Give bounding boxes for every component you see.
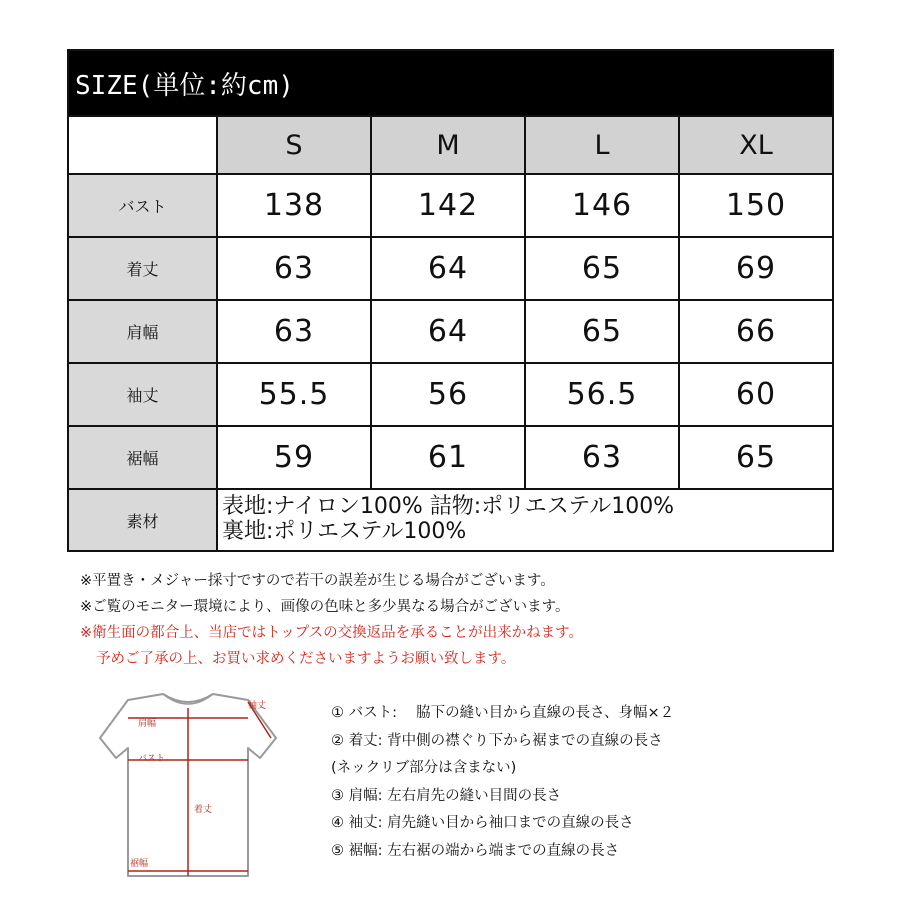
value-cell: 146 [525,174,679,237]
desc-length: ② 着丈: 背中側の襟ぐり下から裾までの直線の長さ [331,732,663,749]
value-cell: 138 [217,174,371,237]
value-cell: 64 [371,300,525,363]
row-label-sleeve: 袖丈 [68,363,217,426]
value-cell: 56.5 [525,363,679,426]
measurement-descriptions [331,700,674,865]
desc-sleeve: ④ 袖丈: 肩先縫い目から袖口までの直線の長さ [331,815,634,831]
value-cell: 142 [371,174,525,237]
table-row [68,426,833,489]
row-label-bust: バスト [68,174,217,237]
size-header-l: L [525,116,679,174]
row-label-material: 素材 [68,489,217,551]
row-label-hem: 裾幅 [68,426,217,489]
value-cell: 69 [679,237,833,300]
value-cell: 65 [679,426,833,489]
notes [80,568,583,672]
material-line-outer: 表地:ナイロン100% 詰物:ポリエステル100% [222,494,675,519]
note-color: ※ご覧のモニター環境により、画像の色味と多少異なる場合がございます。 [80,599,570,615]
diagram-label-length: 着丈 [194,805,213,815]
note-measurement: ※平置き・メジャー採寸ですので若干の誤差が生じる場合がございます。 [80,573,555,589]
value-cell: 64 [371,237,525,300]
diagram-label-sleeve: 袖丈 [248,701,267,711]
note-acknowledge: 予めご了承の上、お買い求めくださいますようお願い致します。 [96,651,516,667]
size-header-xl: XL [679,116,833,174]
tshirt-illustration [88,688,288,888]
value-cell: 65 [525,237,679,300]
diagram-label-bust: バスト [138,754,166,764]
value-cell: 150 [679,174,833,237]
value-cell: 66 [679,300,833,363]
value-cell: 60 [679,363,833,426]
table-row [68,237,833,300]
table-row [68,300,833,363]
table-row [68,363,833,426]
row-label-length: 着丈 [68,237,217,300]
desc-length-note: (ネックリブ部分は含まない) [331,760,517,776]
size-table [67,49,834,552]
value-cell: 61 [371,426,525,489]
material-line-lining: 裏地:ポリエステル100% [222,519,467,544]
value-cell: 63 [525,426,679,489]
size-header-s: S [217,116,371,174]
desc-bust: ① バスト: 脇下の縫い目から直線の長さ、身幅×２ [331,705,675,721]
table-title: SIZE(単位:約cm) [68,50,833,116]
value-cell: 63 [217,237,371,300]
size-header-row [68,116,833,174]
value-cell: 59 [217,426,371,489]
value-cell: 65 [525,300,679,363]
note-return-policy: ※衛生面の都合上、当店ではトップスの交換返品を承ることが出来かねます。 [80,625,583,641]
desc-shoulder: ③ 肩幅: 左右肩先の縫い目間の長さ [331,787,562,804]
row-label-shoulder: 肩幅 [68,300,217,363]
diagram-label-hem: 裾幅 [130,859,149,869]
value-cell: 56 [371,363,525,426]
material-row [68,489,833,551]
value-cell: 63 [217,300,371,363]
value-cell: 55.5 [217,363,371,426]
title-row [68,50,833,116]
diagram-label-shoulder: 肩幅 [138,719,157,729]
material-cell [217,489,833,551]
desc-hem: ⑤ 裾幅: 左右裾の端から端までの直線の長さ [331,842,620,859]
table-row [68,174,833,237]
size-header-m: M [371,116,525,174]
tshirt-diagram [88,688,288,888]
corner-cell [68,116,217,174]
